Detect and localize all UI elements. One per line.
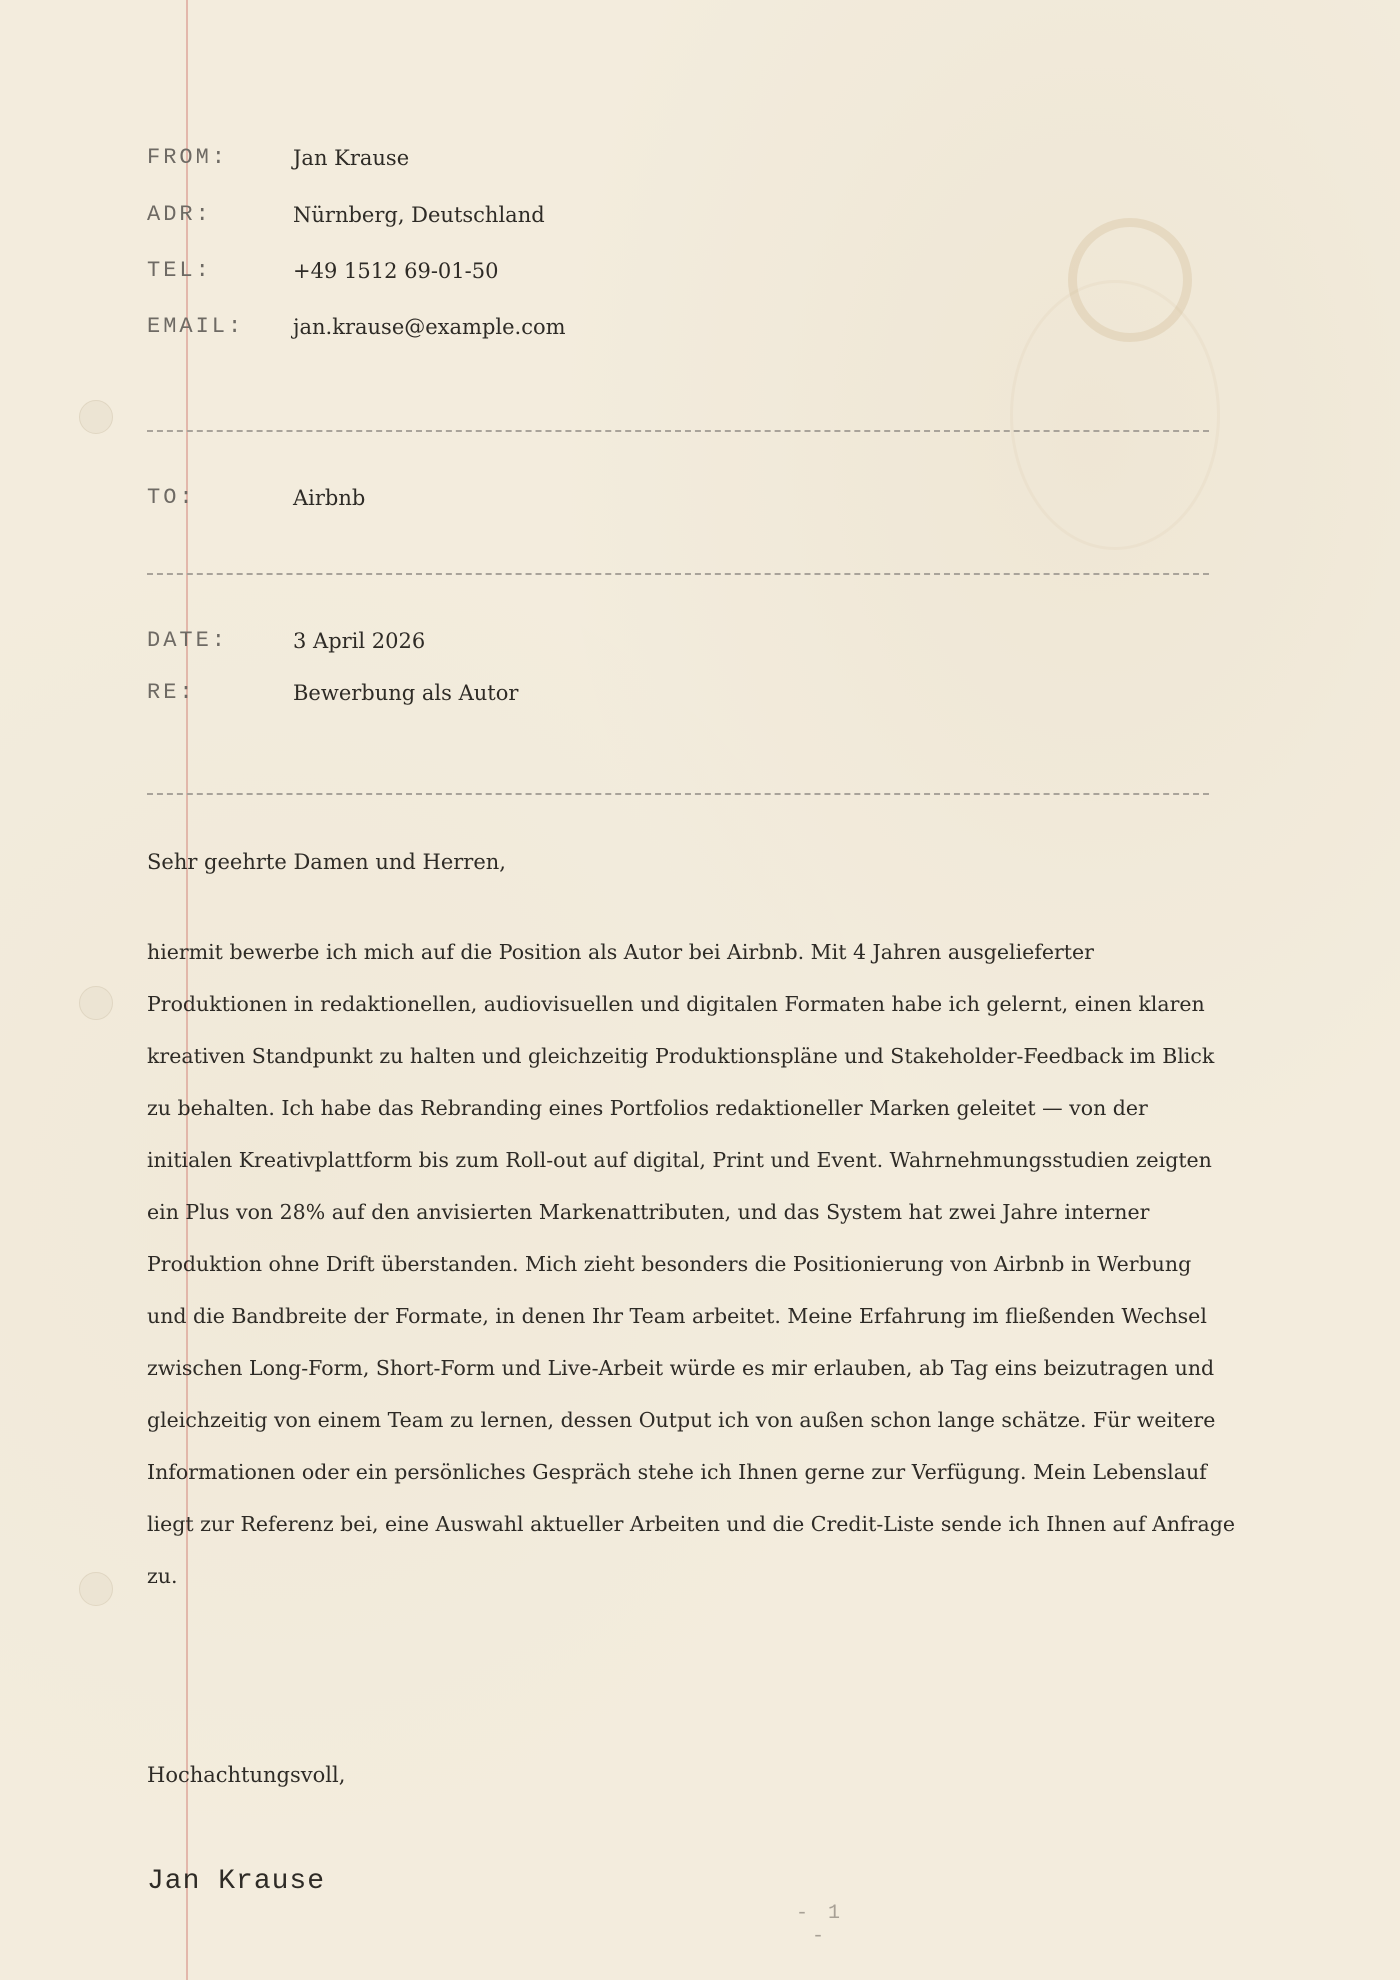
phone-value: +49 1512 69-01-50 bbox=[293, 259, 499, 283]
divider-1 bbox=[147, 430, 1209, 432]
divider-2 bbox=[147, 573, 1209, 575]
letter-body: hiermit bewerbe ich mich auf die Position als Autor bei Airbnb. Mit 4 Jahren ausgelieferter Produktionen in redaktionellen, audiovisuellen und digitalen Formaten habe ich gelernt, einen klaren kreativen Standpunkt zu halten und gleichzeitig Produktionspläne und Stakeholder-Feedback im Blick zu behalten. Ich habe das Rebranding eines Portfolios redaktioneller Marken geleitet — von der initialen Kreativplattform bis zum Roll-out auf digital, Print und Event. Wahrnehmungsstudien zeigten ein Plus von 28% auf den anvisierten Markenattributen, und das System hat zwei Jahre interner Produktion ohne Drift überstanden. Mich zieht besonders die Positionierung von Airbnb in Werbung und die Bandbreite der Formate, in denen Ihr Team arbeitet. Meine Erfahrung im fließenden Wechsel zwischen Long-Form, Short-Form und Live-Arbeit würde es mir erlauben, ab Tag eins beizutragen und gleichzeitig von einem Team zu lernen, dessen Output ich von außen schon lange schätze. Für weitere Informationen oder ein persönliches Gespräch stehe ich Ihnen gerne zur Verfügung. Mein Lebenslauf liegt zur Referenz bei, eine Auswahl aktueller Arbeiten und die Credit-Liste sende ich Ihnen auf Anfrage zu. bbox=[147, 940, 1235, 1588]
punch-hole-middle bbox=[79, 986, 113, 1020]
punch-hole-bottom bbox=[79, 1572, 113, 1606]
address-value: Nürnberg, Deutschland bbox=[293, 203, 545, 227]
email-label: EMAIL: bbox=[147, 314, 245, 339]
from-value: Jan Krause bbox=[293, 146, 410, 170]
date-value: 3 April 2026 bbox=[293, 629, 426, 653]
from-label: FROM: bbox=[147, 145, 229, 170]
signature: Jan Krause bbox=[147, 1866, 326, 1897]
to-value: Airbnb bbox=[293, 486, 366, 510]
phone-label: TEL: bbox=[147, 258, 212, 283]
salutation: Sehr geehrte Damen und Herren, bbox=[147, 850, 506, 874]
punch-hole-top bbox=[79, 400, 113, 434]
date-label: DATE: bbox=[147, 628, 229, 653]
subject-label: RE: bbox=[147, 680, 196, 705]
to-label: TO: bbox=[147, 485, 196, 510]
divider-3 bbox=[147, 793, 1209, 795]
address-label: ADR: bbox=[147, 202, 212, 227]
coffee-ring-stain bbox=[1068, 218, 1192, 342]
closing: Hochachtungsvoll, bbox=[147, 1763, 346, 1787]
page-number: - 1 - bbox=[795, 1902, 844, 1948]
email-value: jan.krause@example.com bbox=[293, 315, 566, 339]
subject-value: Bewerbung als Autor bbox=[293, 681, 519, 705]
